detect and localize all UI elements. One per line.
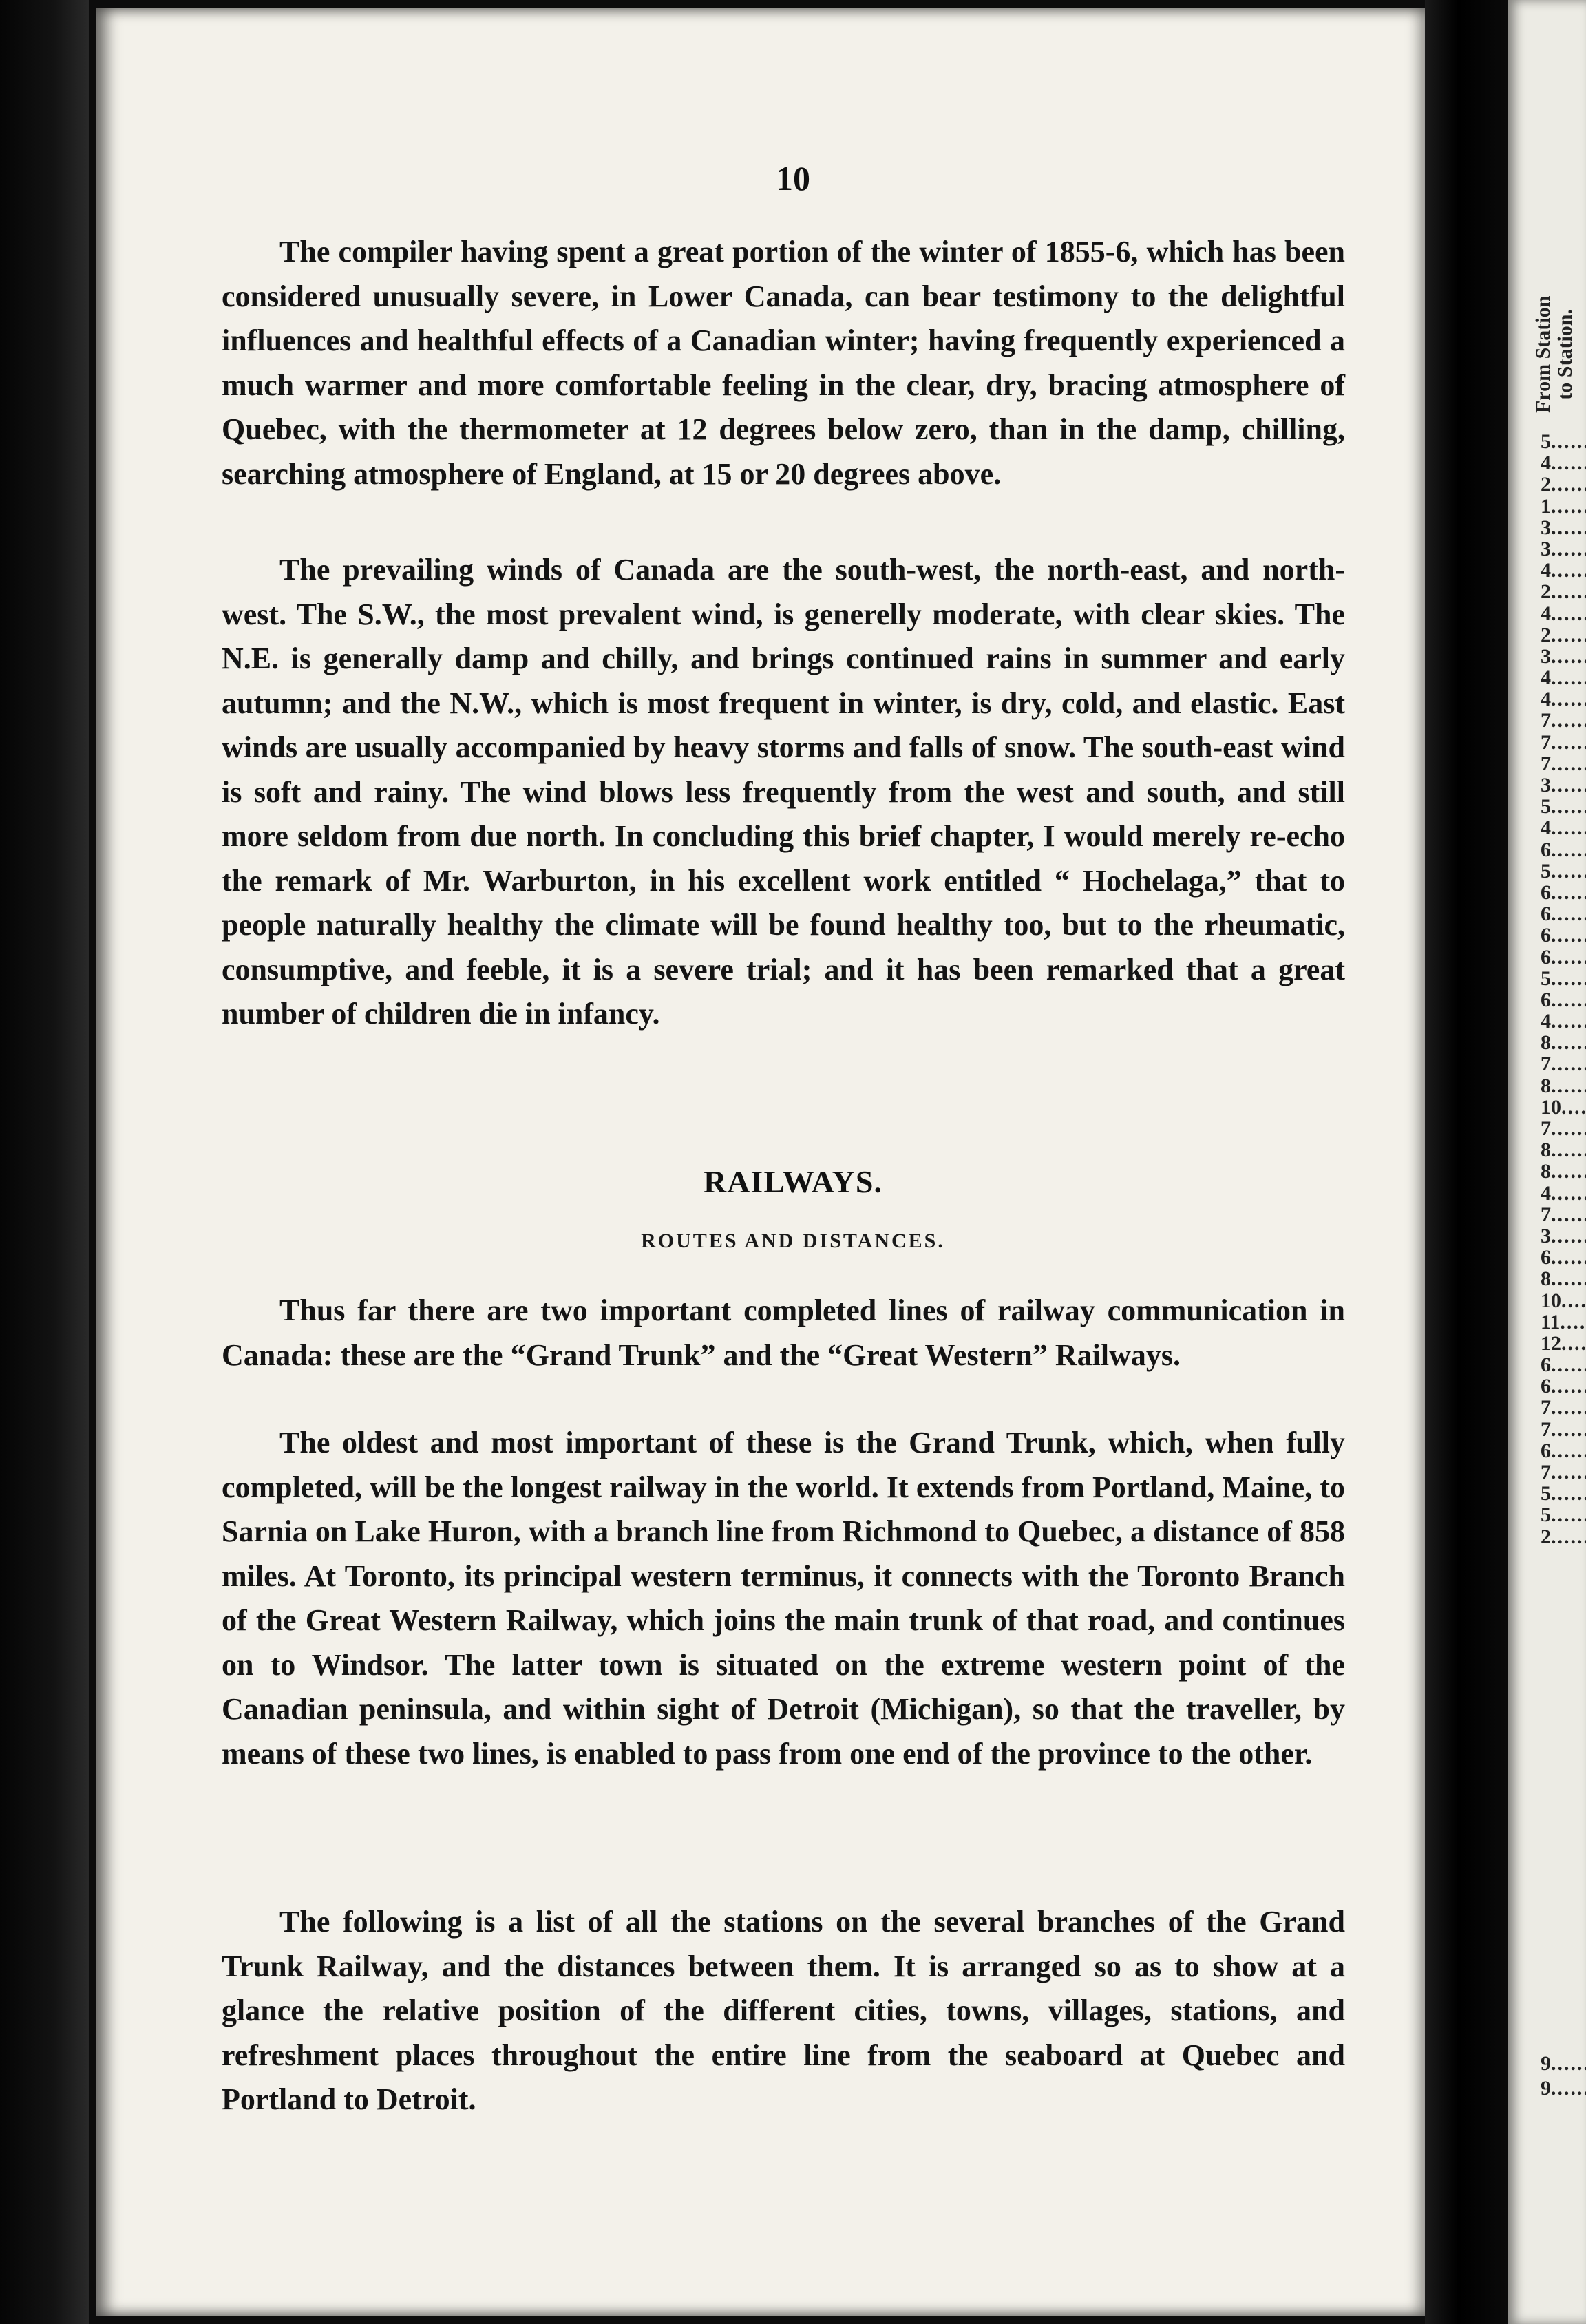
distance-entry: 8 ......	[1541, 1075, 1586, 1097]
column-header-line: From Station	[1532, 295, 1554, 413]
distance-entry: 7 ......	[1541, 732, 1586, 753]
distance-entry: 4 ......	[1541, 603, 1586, 624]
distance-entry: 11 ......	[1541, 1311, 1586, 1333]
distance-entry: 7 ......	[1541, 1118, 1586, 1139]
distance-list	[1541, 431, 1586, 1547]
distance-entry: 9 ......	[1541, 2051, 1586, 2076]
paragraph-railway-lines	[222, 1289, 1345, 1377]
paragraph-station-list-intro	[222, 1900, 1345, 2122]
distance-entry: 4 ......	[1541, 1011, 1586, 1032]
distance-entry: 6 ......	[1541, 1375, 1586, 1397]
distance-entry: 6 ......	[1541, 903, 1586, 925]
distance-entry: 12 ......	[1541, 1333, 1586, 1354]
paragraph-text: The compiler having spent a great portion of the winter of 1855-6, which has been considered unusually severe, in Lower Canada, can bear testimony to the delightful influences and healthful effects of a Canadian winter; having frequently experienced a much warmer and more comfortable feeling in the clear, dry, bracing atmosphere of Quebec, with the thermometer at 12 degrees below zero, than in the damp, chilling, searching atmosphere of England, at 15 or 20 degrees above.	[222, 235, 1345, 491]
distance-entry: 5 ......	[1541, 1504, 1586, 1525]
distance-entry: 10 ......	[1541, 1097, 1586, 1118]
distance-entry: 2 ......	[1541, 474, 1586, 495]
distance-entry: 3 ......	[1541, 538, 1586, 560]
distance-entry: 5 ......	[1541, 860, 1586, 882]
distance-entry: 4 ......	[1541, 1183, 1586, 1204]
distance-entry: 7 ......	[1541, 1419, 1586, 1440]
distance-entry: 6 ......	[1541, 882, 1586, 903]
paragraph-compiler-winter	[222, 230, 1345, 496]
distance-entry: 8 ......	[1541, 1161, 1586, 1182]
paragraph-text: The oldest and most important of these is the Grand Trunk, which, when fully completed, will be the longest railway in the world. It extends from Portland, Maine, to Sarnia on Lake Huron, with a branch line from Richmond to Quebec, a distance of 858 miles. At Toronto, its principal western terminus, it connects with the Toronto Branch of the Great Western Railway, which joins the main trunk of that road, and continues on to Windsor. The latter town is situated on the extreme western point of the Canadian peninsula, and within sight of Detroit (Michigan), so that the traveller, by means of these two lines, is enabled to pass from one end of the province to the other.	[222, 1426, 1345, 1771]
distance-entry: 8 ......	[1541, 1268, 1586, 1289]
distance-entry: 1 ......	[1541, 496, 1586, 517]
distance-entry: 8 ......	[1541, 1032, 1586, 1053]
distance-entry: 4 ......	[1541, 560, 1586, 581]
distance-entry: 6 ......	[1541, 1354, 1586, 1375]
distance-entry: 3 ......	[1541, 774, 1586, 796]
distance-entry: 6 ......	[1541, 989, 1586, 1011]
distance-entry: 3 ......	[1541, 646, 1586, 667]
distance-entry: 7 ......	[1541, 1204, 1586, 1225]
distance-entry: 4 ......	[1541, 452, 1586, 474]
distance-entry: 2 ......	[1541, 581, 1586, 602]
distance-entry: 3 ......	[1541, 1225, 1586, 1247]
distance-entry: 5 ......	[1541, 796, 1586, 817]
book-gutter	[1425, 0, 1508, 2324]
distance-list-lower	[1541, 2051, 1586, 2101]
distance-entry: 6 ......	[1541, 925, 1586, 946]
paragraph-text: Thus far there are two important completed lines of railway communication in Canada: these are the “Grand Trunk” and the “Great Western” Railways.	[222, 1293, 1345, 1372]
column-header-line: to Station.	[1554, 309, 1576, 400]
distance-column-header	[1532, 296, 1576, 413]
distance-entry: 4 ......	[1541, 667, 1586, 688]
paragraph-prevailing-winds	[222, 548, 1345, 1037]
section-heading-railways: RAILWAYS.	[703, 1164, 882, 1199]
distance-entry: 6 ......	[1541, 1247, 1586, 1268]
distance-entry: 8 ......	[1541, 1139, 1586, 1161]
distance-entry: 7 ......	[1541, 1461, 1586, 1483]
distance-entry: 7 ......	[1541, 710, 1586, 731]
scan-dark-margin	[0, 0, 89, 2324]
distance-entry: 4 ......	[1541, 817, 1586, 838]
distance-entry: 7 ......	[1541, 1053, 1586, 1075]
distance-entry: 7 ......	[1541, 753, 1586, 774]
distance-entry: 7 ......	[1541, 1397, 1586, 1418]
paragraph-text: The following is a list of all the stations on the several branches of the Grand Trunk Railway, and the distances between them. It is arranged so as to show at a glance the relative position of the different cities, towns, villages, stations, and refreshment places throughout the entire line from the seaboard at Quebec and Portland to Detroit.	[222, 1905, 1345, 2116]
distance-entry: 9 ......	[1541, 2076, 1586, 2101]
distance-entry: 6 ......	[1541, 1440, 1586, 1461]
distance-entry: 6 ......	[1541, 839, 1586, 860]
page-number: 10	[776, 159, 810, 198]
distance-entry: 10 ......	[1541, 1290, 1586, 1311]
distance-entry: 5 ......	[1541, 968, 1586, 989]
distance-entry: 2 ......	[1541, 624, 1586, 646]
distance-entry: 4 ......	[1541, 688, 1586, 710]
paragraph-grand-trunk	[222, 1421, 1345, 1776]
distance-entry: 2 ......	[1541, 1526, 1586, 1547]
distance-entry: 6 ......	[1541, 947, 1586, 968]
distance-entry: 5 ......	[1541, 431, 1586, 452]
distance-entry: 3 ......	[1541, 517, 1586, 538]
paragraph-text: The prevailing winds of Canada are the south-west, the north-east, and north-west. The S.W., the most prevalent wind, is generelly moderate, with clear skies. The N.E. is generally damp and chilly, and brings continued rains in summer and early autumn; and the N.W., which is most frequent in winter, is dry, cold, and elastic. East winds are usually accompanied by heavy storms and falls of snow. The south-east wind is soft and rainy. The wind blows less frequently from the west and south, and still more seldom from due north. In concluding this brief chapter, I would merely re-echo the remark of Mr. Warburton, in his excellent work entitled “ Hochelaga,” that to people naturally healthy the climate will be found healthy too, but to the rheumatic, consumptive, and feeble, it is a severe trial; and it has been remarked that a great number of children die in infancy.	[222, 553, 1345, 1031]
subheading-routes-and-distances: ROUTES AND DISTANCES.	[641, 1229, 945, 1252]
distance-entry: 5 ......	[1541, 1483, 1586, 1504]
